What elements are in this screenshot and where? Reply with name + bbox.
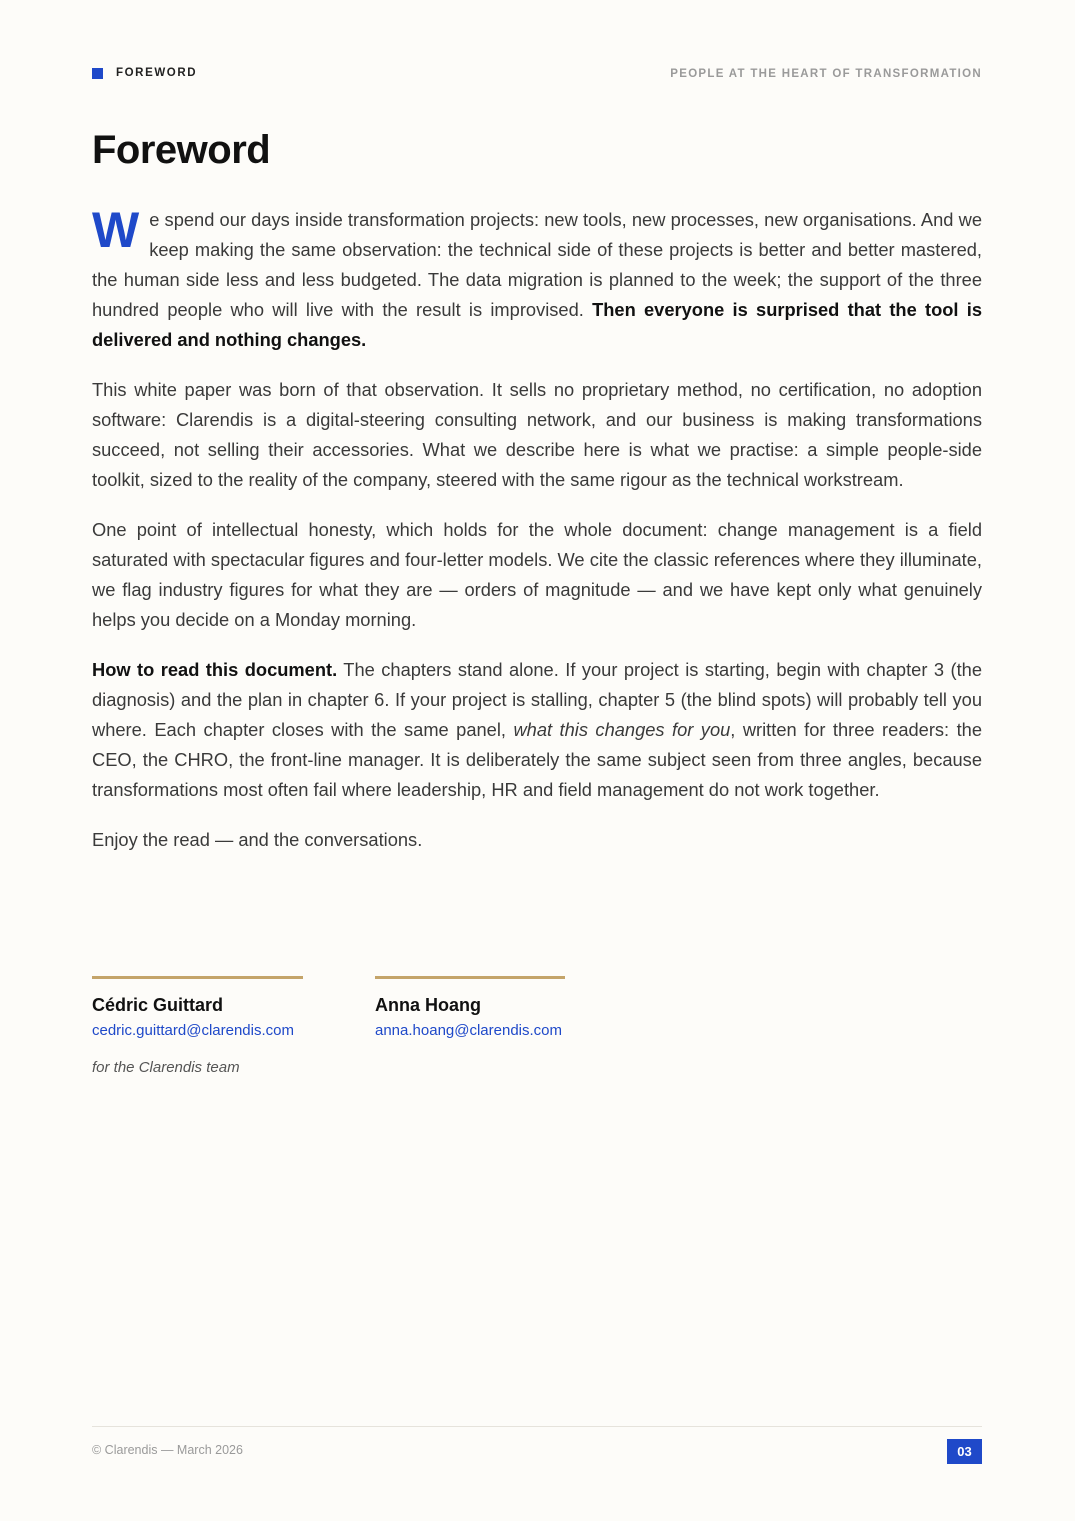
section-square-icon — [92, 68, 103, 79]
page — [92, 0, 982, 1521]
paragraph-intro-bold: Then everyone is surprised that the tool is delivered and nothing changes. — [92, 299, 982, 350]
footer-divider — [92, 1426, 982, 1427]
how-to-read-text-before: The chapters stand alone. If your project is starting, begin with chapter 3 (the diagnosis) and the plan in chapter 6. If your project is stalling, chapter 5 (the blind spots) will probably tell you where. Each chapter closes with the same panel, — [92, 659, 982, 740]
running-title: PEOPLE AT THE HEART OF TRANSFORMATION — [670, 68, 982, 80]
paragraph-intro-text: e spend our days inside transformation projects: new tools, new processes, new organisations. And we keep making the same observation: the technical side of these projects is better and better mastered, the human side less and less budgeted. The data migration is planned to the week; the support of the three hundred people who will live with the result is improvised. — [92, 209, 982, 320]
how-to-read-lead: How to read this document. — [92, 659, 338, 680]
signature-email-link[interactable]: cedric.guittard@clarendis.com — [92, 1022, 294, 1039]
section-label: FOREWORD — [116, 67, 198, 79]
how-to-read-text-after: , written for three readers: the CEO, the CHRO, the front-line manager. It is deliberately the same subject seen from three angles, because transformations most often fail where leadership, HR and field management do not work together. — [92, 719, 982, 800]
signature-block — [375, 976, 565, 1039]
paragraph-intro — [92, 202, 982, 355]
page-header — [92, 67, 982, 83]
signature-rule — [375, 976, 565, 979]
paragraph-closing: Enjoy the read — and the conversations. — [92, 829, 423, 850]
body-text — [92, 202, 982, 875]
paragraph-honesty: One point of intellectual honesty, which holds for the whole document: change management is a field saturated with spectacular figures and four-letter models. We cite the classic references where they illuminate, we flag industry figures for what they are — orders of magnitude — and we have kept only what genuinely helps you decide on a Monday morning. — [92, 519, 982, 630]
drop-cap: W — [92, 202, 140, 258]
team-note: for the Clarendis team — [92, 1059, 240, 1076]
signature-block — [92, 976, 303, 1039]
signature-name: Anna Hoang — [375, 995, 481, 1015]
signatures — [92, 976, 982, 1096]
page-number-badge: 03 — [947, 1439, 982, 1464]
signature-email-link[interactable]: anna.hoang@clarendis.com — [375, 1022, 563, 1039]
signature-name: Cédric Guittard — [92, 995, 224, 1015]
footer-copyright: © Clarendis — March 2026 — [92, 1443, 243, 1457]
how-to-read-emphasis: what this changes for you — [513, 719, 731, 740]
paragraph-origin: This white paper was born of that observation. It sells no proprietary method, no certification, no adoption software: Clarendis is a digital-steering consulting network, and our business is making transformations succeed, not selling their accessories. What we describe here is what we practise: a simple people-side toolkit, sized to the reality of the company, steered with the same rigour as the technical workstream. — [92, 379, 982, 490]
paragraph-how-to-read — [92, 655, 982, 805]
section-tag — [92, 67, 197, 79]
page-title: Foreword — [92, 128, 271, 172]
signature-rule — [92, 976, 303, 979]
